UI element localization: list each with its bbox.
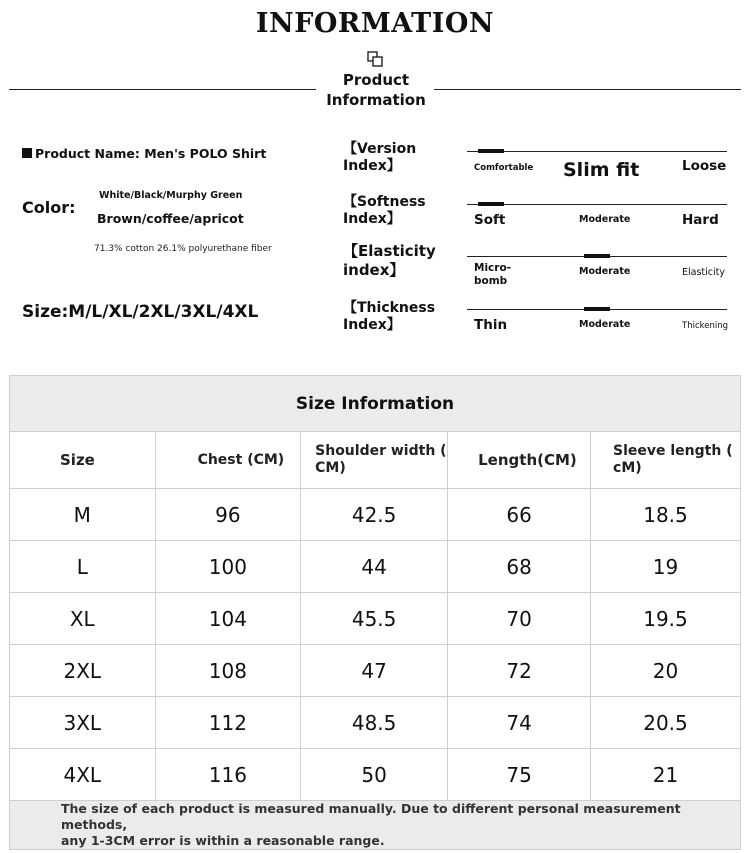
- size-cell: M: [10, 489, 156, 541]
- chest-cell: 108: [155, 645, 301, 697]
- column-header-length: Length(CM): [448, 432, 591, 489]
- softness-scale-line: [467, 204, 727, 205]
- softness-index-label: [343, 194, 426, 228]
- shoulder-cell: 48.5: [301, 697, 448, 749]
- length-cell: 75: [448, 749, 591, 801]
- available-sizes: Size:M/L/XL/2XL/3XL/4XL: [22, 302, 259, 322]
- measurement-note-line1: The size of each product is measured manually. Due to different personal measurement methods,: [61, 801, 681, 832]
- thickness-index-label-line1: 【Thickness: [343, 300, 436, 316]
- elasticity-right-label: Elasticity: [682, 267, 725, 278]
- column-header-shoulder: Shoulder width ( CM): [301, 432, 448, 489]
- thickness-scale-marker: [584, 307, 610, 311]
- material-composition: 71.3% cotton 26.1% polyurethane fiber: [94, 244, 272, 254]
- length-cell: 68: [448, 541, 591, 593]
- version-scale-line: [467, 151, 727, 152]
- thickness-index-label-line2: Index】: [343, 317, 401, 333]
- chest-cell: 96: [155, 489, 301, 541]
- version-index-label-line2: Index】: [343, 158, 401, 174]
- elasticity-index-label-line1: 【Elasticity: [343, 242, 436, 260]
- thickness-left-label: Thin: [474, 317, 508, 333]
- table-row: [10, 645, 741, 697]
- size-table-title: Size Information: [10, 376, 741, 432]
- table-row: [10, 541, 741, 593]
- elasticity-middle-label: Moderate: [579, 266, 631, 277]
- size-table: [9, 375, 741, 850]
- table-row: [10, 593, 741, 645]
- elasticity-index-label: [343, 242, 436, 280]
- chest-cell: 100: [155, 541, 301, 593]
- section-subtitle: [318, 70, 434, 110]
- sleeve-cell: 21: [591, 749, 741, 801]
- product-name-text: Product Name: Men's POLO Shirt: [35, 146, 267, 161]
- color-options-line2: Brown/coffee/apricot: [97, 211, 244, 226]
- product-name: [22, 146, 266, 161]
- elasticity-left-label: Micro- bomb: [474, 262, 512, 287]
- column-header-chest: Chest (CM): [155, 432, 301, 489]
- table-header-row: [10, 432, 741, 489]
- chest-cell: 104: [155, 593, 301, 645]
- sleeve-cell: 20: [591, 645, 741, 697]
- length-cell: 70: [448, 593, 591, 645]
- sleeve-cell: 18.5: [591, 489, 741, 541]
- sleeve-cell: 19.5: [591, 593, 741, 645]
- size-cell: 3XL: [10, 697, 156, 749]
- softness-index-label-line1: 【Softness: [343, 194, 426, 210]
- sleeve-cell: 20.5: [591, 697, 741, 749]
- shoulder-cell: 50: [301, 749, 448, 801]
- shoulder-cell: 42.5: [301, 489, 448, 541]
- chest-cell: 116: [155, 749, 301, 801]
- size-cell: L: [10, 541, 156, 593]
- version-left-label: Comfortable: [474, 163, 534, 173]
- column-header-size: Size: [10, 432, 156, 489]
- sleeve-cell: 19: [591, 541, 741, 593]
- subtitle-line1: Product: [342, 71, 410, 89]
- version-right-label: Loose: [682, 158, 727, 174]
- shoulder-cell: 47: [301, 645, 448, 697]
- copy-icon: [367, 51, 383, 67]
- version-index-label-line1: 【Version: [343, 141, 417, 157]
- subtitle-line2: Information: [326, 91, 426, 109]
- column-header-sleeve: Sleeve length ( cM): [591, 432, 741, 489]
- size-cell: 2XL: [10, 645, 156, 697]
- color-options-line1: White/Black/Murphy Green: [99, 190, 243, 201]
- version-scale-marker: [478, 149, 504, 153]
- measurement-note: [10, 801, 741, 850]
- shoulder-cell: 44: [301, 541, 448, 593]
- elasticity-scale-marker: [584, 254, 610, 258]
- header-divider-left: [9, 89, 316, 90]
- size-cell: XL: [10, 593, 156, 645]
- color-label: Color:: [22, 198, 76, 217]
- shoulder-cell: 45.5: [301, 593, 448, 645]
- length-cell: 72: [448, 645, 591, 697]
- chest-cell: 112: [155, 697, 301, 749]
- page-title: INFORMATION: [255, 8, 495, 39]
- length-cell: 66: [448, 489, 591, 541]
- table-row: [10, 489, 741, 541]
- softness-index-label-line2: Index】: [343, 211, 401, 227]
- softness-right-label: Hard: [682, 212, 719, 228]
- bullet-square-icon: [22, 148, 32, 158]
- thickness-right-label: Thickening: [682, 321, 728, 331]
- thickness-middle-label: Moderate: [579, 319, 631, 330]
- softness-middle-label: Moderate: [579, 214, 631, 225]
- length-cell: 74: [448, 697, 591, 749]
- thickness-index-label: [343, 300, 435, 334]
- measurement-note-line2: any 1-3CM error is within a reasonable range.: [61, 833, 385, 848]
- version-index-label: [343, 141, 416, 175]
- version-middle-label: Slim fit: [563, 159, 640, 181]
- header-divider-right: [434, 89, 741, 90]
- softness-left-label: Soft: [474, 212, 506, 228]
- table-row: [10, 749, 741, 801]
- table-row: [10, 697, 741, 749]
- size-cell: 4XL: [10, 749, 156, 801]
- softness-scale-marker: [478, 202, 504, 206]
- elasticity-index-label-line2: index】: [343, 261, 405, 279]
